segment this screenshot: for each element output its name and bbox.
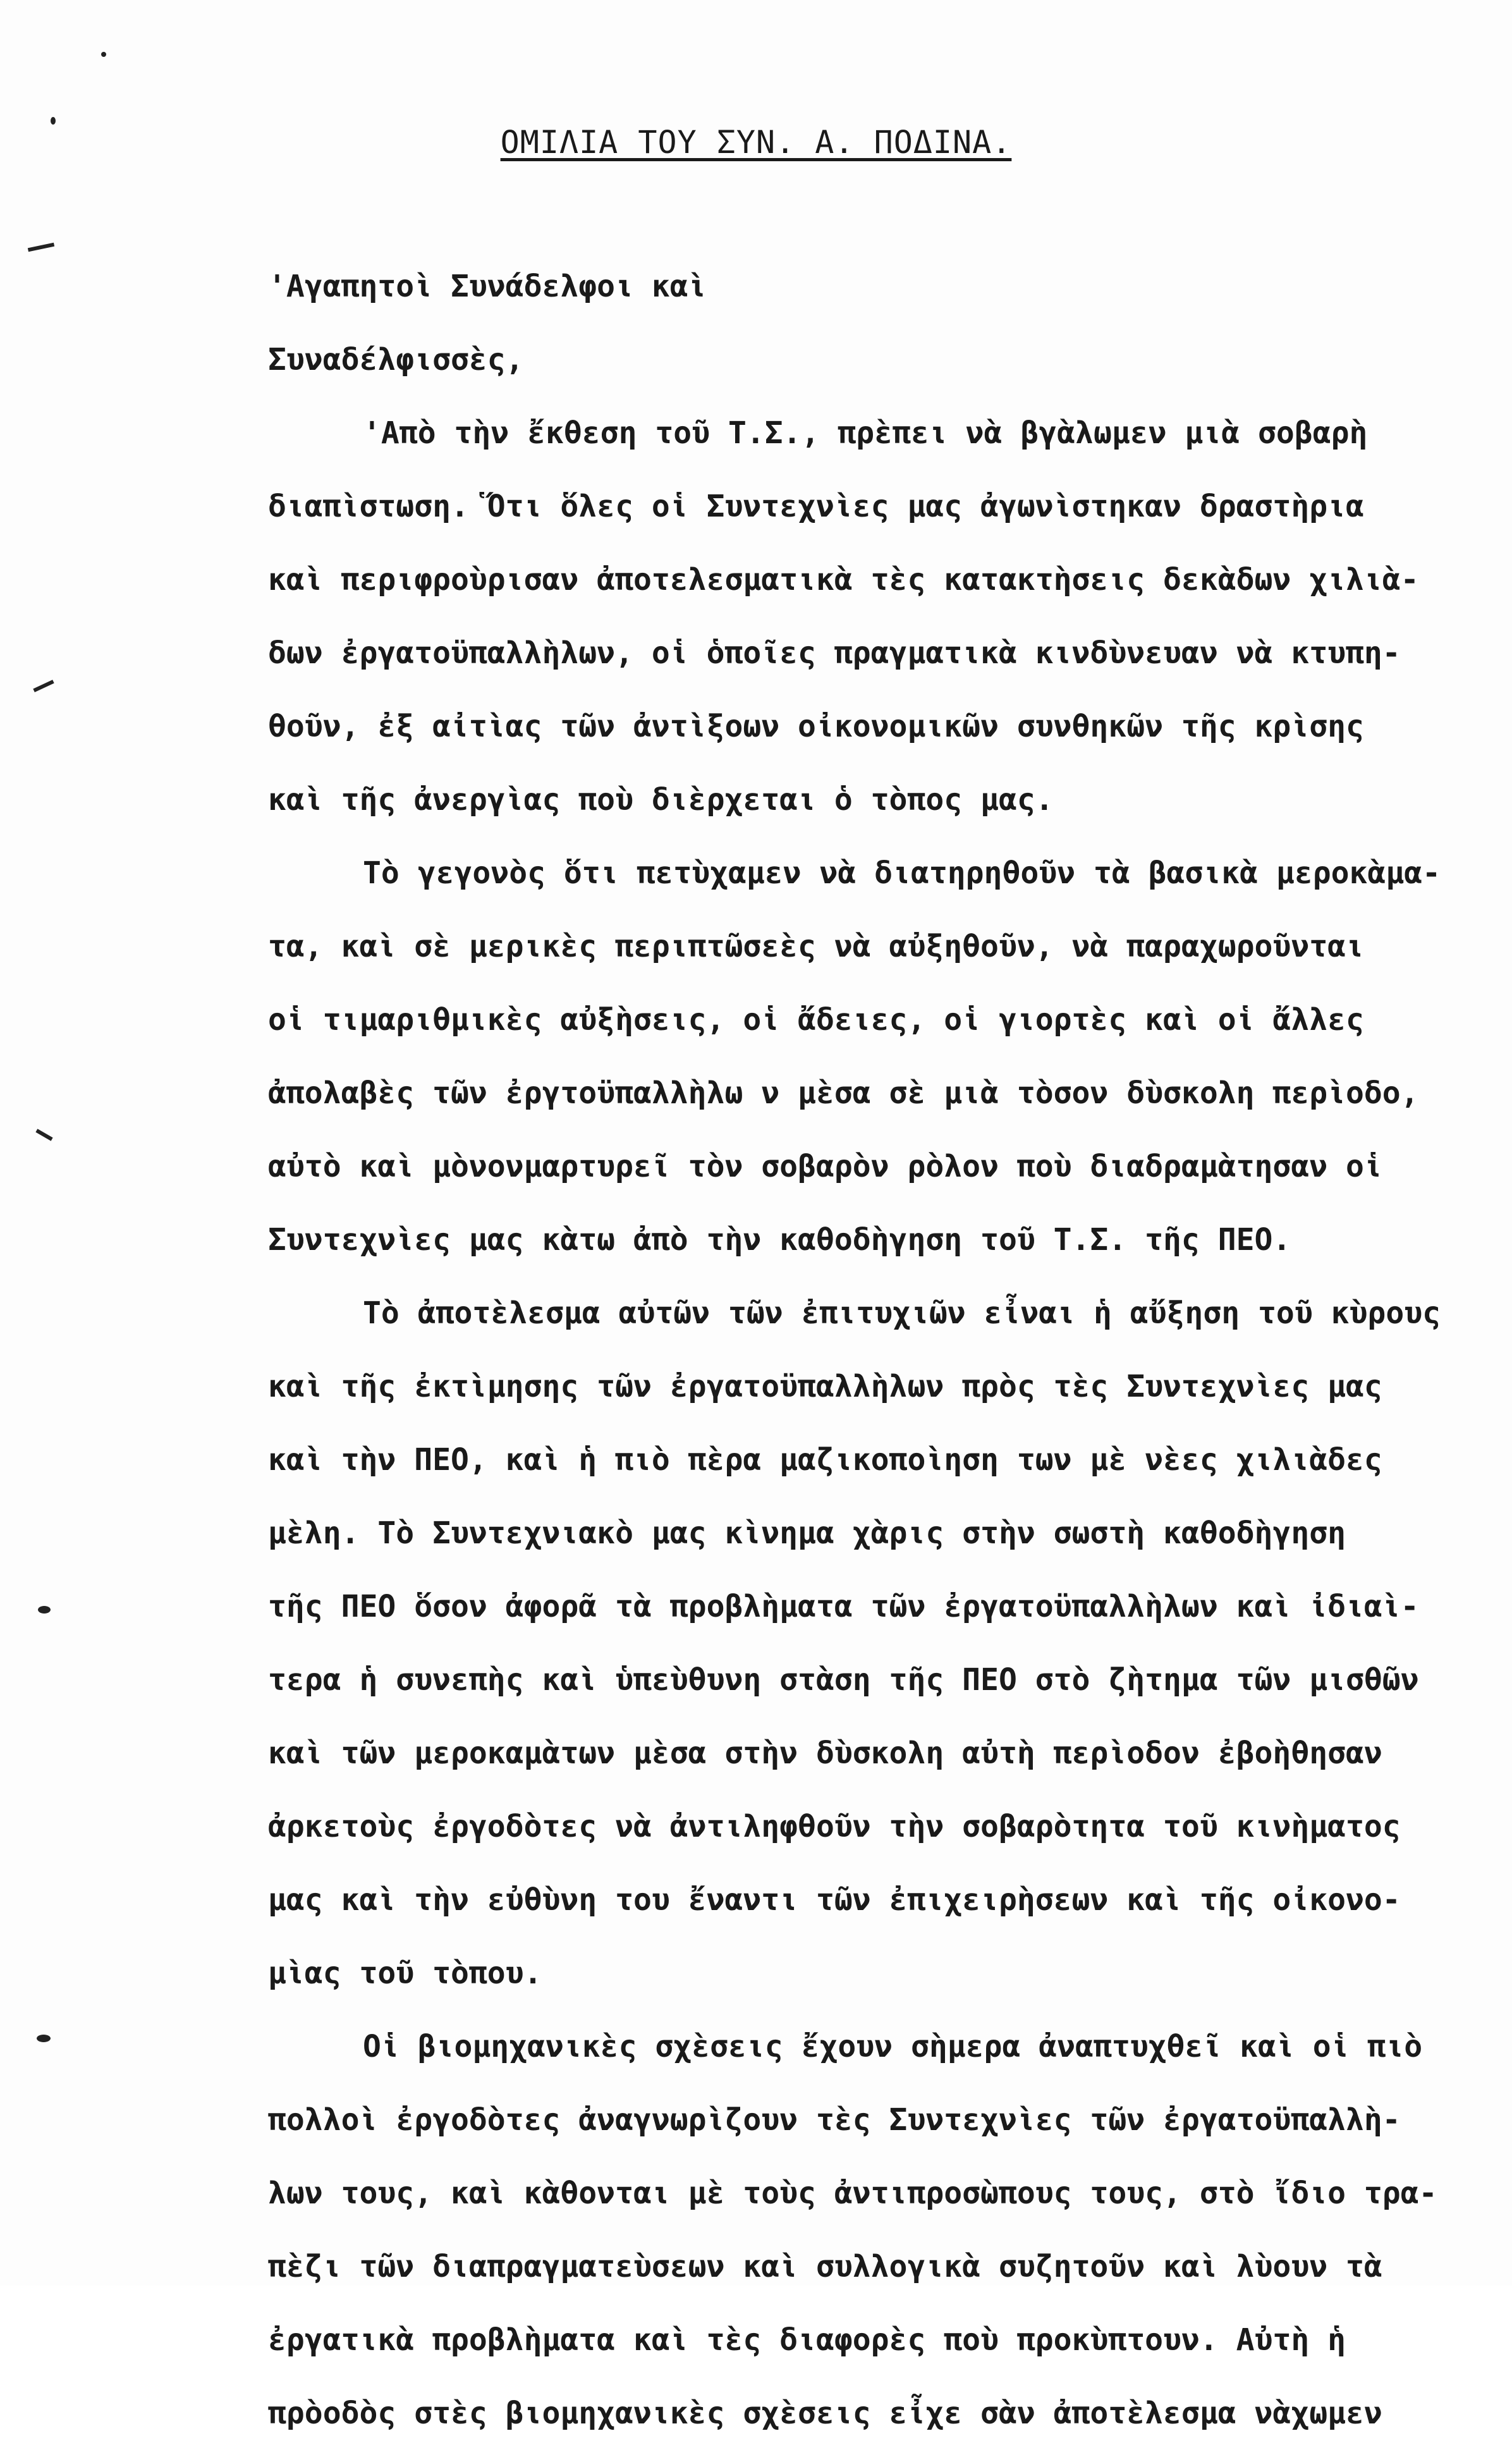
speech-title: ΟΜΙΛΙΑ ΤΟΥ ΣΥΝ. Α. ΠΟΔΙΝΑ. bbox=[500, 124, 1012, 161]
text-line: μας καὶ τὴν εὐθὺνη του ἔναντι τῶν ἐπιχειρὴσεων καὶ τῆς οἰκονο- bbox=[268, 1882, 1401, 1918]
salutation-line: 'Αγαπητοὶ Συνάδελφοι καὶ bbox=[268, 269, 707, 304]
text-line: 'Απὸ τὴν ἔκθεση τοῦ Τ.Σ., πρὲπει νὰ βγὰλωμεν μιὰ σοβαρὴ bbox=[363, 415, 1368, 451]
salutation-line: Συναδέλφισσὲς, bbox=[268, 342, 524, 377]
text-line: ἐργατικὰ προβλὴματα καὶ τὲς διαφορὲς ποὺ προκὺπτουν. Αὐτὴ ἡ bbox=[268, 2322, 1346, 2358]
paragraph bbox=[268, 836, 1469, 1277]
text-line: ἀπολαβὲς τῶν ἐργτοϋπαλλὴλω ν μὲσα σὲ μιὰ τὸσον δὺσκολη περὶοδο, bbox=[268, 1075, 1419, 1111]
text-line: τα, καὶ σὲ μερικὲς περιπτῶσεὲς νὰ αὐξηθοῦν, νὰ παραχωροῦνται bbox=[268, 929, 1364, 964]
text-line: θοῦν, ἐξ αἰτὶας τῶν ἀντὶξοων οἰκονομικῶν συνθηκῶν τῆς κρὶσης bbox=[268, 709, 1364, 744]
margin-mark bbox=[37, 2035, 51, 2042]
text-line: αὐτὸ καὶ μὸνονμαρτυρεῖ τὸν σοβαρὸν ρὸλον ποὺ διαδραμὰτησαν οἱ bbox=[268, 1149, 1382, 1184]
margin-mark bbox=[101, 52, 106, 57]
text-line: ἀρκετοὺς ἐργοδὸτες νὰ ἀντιληφθοῦν τὴν σοβαρὸτητα τοῦ κινὴματος bbox=[268, 1809, 1401, 1844]
paragraph bbox=[268, 2010, 1469, 2450]
text-line: Τὸ γεγονὸς ὅτι πετὺχαμεν νὰ διατηρηθοῦν τὰ βασικὰ μεροκὰμα- bbox=[363, 855, 1441, 891]
text-line: καὶ τὴν ΠΕΟ, καὶ ἡ πιὸ πὲρα μαζικοποὶηση των μὲ νὲες χιλιὰδες bbox=[268, 1442, 1382, 1478]
text-line: δων ἐργατοϋπαλλὴλων, οἱ ὁποῖες πραγματικὰ κινδὺνευαν νὰ κτυπη- bbox=[268, 635, 1401, 671]
margin-mark bbox=[28, 243, 54, 252]
text-line: λων τους, καὶ κὰθονται μὲ τοὺς ἀντιπροσὼπους τους, στὸ ἴδιο τρα- bbox=[268, 2176, 1437, 2211]
text-line: πὲζι τῶν διαπραγματεὺσεων καὶ συλλογικὰ συζητοῦν καὶ λὺουν τὰ bbox=[268, 2249, 1382, 2284]
text-line: καὶ τῶν μεροκαμὰτων μὲσα στὴν δὺσκολη αὐτὴ περὶοδον ἐβοὴθησαν bbox=[268, 1736, 1382, 1771]
text-line: καὶ τῆς ἐκτὶμησης τῶν ἐργατοϋπαλλὴλων πρὸς τὲς Συντεχνὶες μας bbox=[268, 1369, 1382, 1404]
margin-mark bbox=[33, 680, 54, 692]
margin-mark bbox=[38, 1606, 51, 1614]
document-body bbox=[268, 250, 1469, 2450]
text-line: μὶας τοῦ τὸπου. bbox=[268, 1956, 542, 1991]
text-line: Τὸ ἀποτὲλεσμα αὐτῶν τῶν ἐπιτυχιῶν εἶναι ἡ αὔξηση τοῦ κὺρους bbox=[363, 1295, 1441, 1331]
text-line: πολλοὶ ἐργοδὸτες ἀναγνωρὶζουν τὲς Συντεχνὶες τῶν ἐργατοϋπαλλὴ- bbox=[268, 2102, 1401, 2138]
text-line: καὶ περιφροὺρισαν ἀποτελεσματικὰ τὲς κατακτὴσεις δεκὰδων χιλιὰ- bbox=[268, 562, 1419, 597]
text-line: οἱ τιμαριθμικὲς αὐξὴσεις, οἱ ἄδειες, οἱ γιορτὲς καὶ οἱ ἄλλες bbox=[268, 1002, 1364, 1038]
margin-mark bbox=[35, 1129, 52, 1141]
text-line: τερα ἡ συνεπὴς καὶ ὑπεὺθυνη στὰση τῆς ΠΕΟ στὸ ζὴτημα τῶν μισθῶν bbox=[268, 1662, 1419, 1698]
text-line: τῆς ΠΕΟ ὅσον ἀφορᾶ τὰ προβλὴματα τῶν ἐργατοϋπαλλὴλων καὶ ἰδιαὶ- bbox=[268, 1589, 1419, 1624]
text-line: πρὸοδὸς στὲς βιομηχανικὲς σχὲσεις εἶχε σὰν ἀποτὲλεσμα νὰχωμεν bbox=[268, 2396, 1382, 2431]
paragraph bbox=[268, 396, 1469, 836]
text-line: Οἱ βιομηχανικὲς σχὲσεις ἔχουν σὴμερα ἀναπτυχθεῖ καὶ οἱ πιὸ bbox=[363, 2029, 1423, 2064]
text-line: μὲλη. Τὸ Συντεχνιακὸ μας κὶνημα χὰρις στὴν σωστὴ καθοδὴγηση bbox=[268, 1516, 1346, 1551]
text-line: διαπὶστωση. Ὅτι ὅλες οἱ Συντεχνὶες μας ἀγωνὶστηκαν δραστὴρια bbox=[268, 489, 1364, 524]
paragraph bbox=[268, 1277, 1469, 2010]
text-line: Συντεχνὶες μας κὰτω ἀπὸ τὴν καθοδὴγηση τοῦ Τ.Σ. τῆς ΠΕΟ. bbox=[268, 1222, 1291, 1258]
text-line: καὶ τῆς ἀνεργὶας ποὺ διὲρχεται ὁ τὸπος μας. bbox=[268, 782, 1054, 818]
